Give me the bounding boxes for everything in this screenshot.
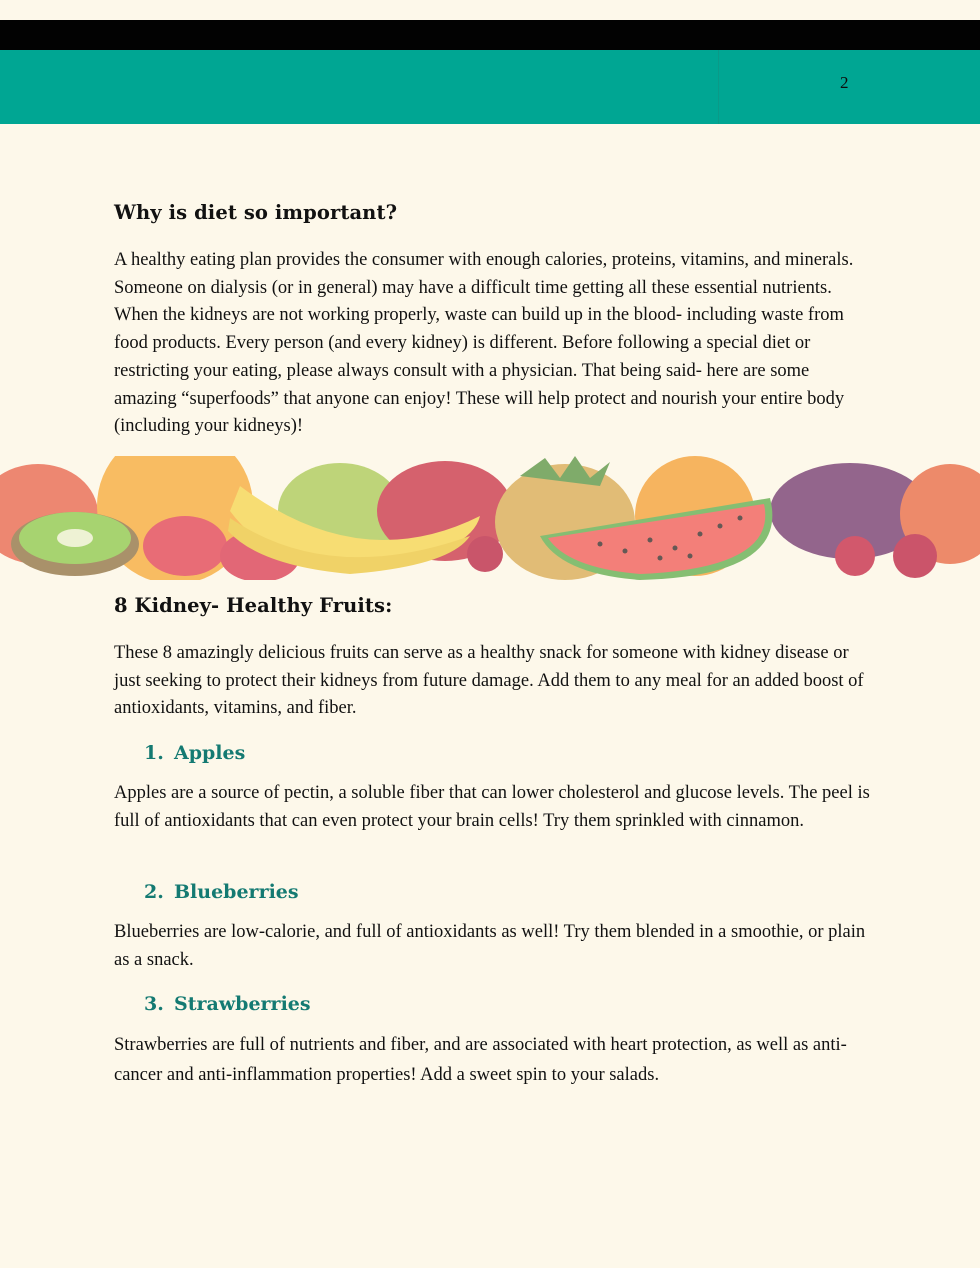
section-title-fruits: 8 Kidney- Healthy Fruits: (114, 594, 393, 617)
fruit-paragraph-blueberries: Blueberries are low-calorie, and full of antioxidants as well! Try them blended in a smoothie, or plain as a snack. (114, 922, 866, 970)
diet-paragraph: A healthy eating plan provides the consumer with enough calories, proteins, vitamins, and minerals. Someone on dialysis (or in general) may have a difficult time getting all these essential nutrients. When the kidneys are not working properly, waste can build up in the blood- including waste from food products. Every person (and every kidney) is different. Before following a special diet or restricting your eating, please always consult with a physician. That being said- here are some amazing “superfoods” that anyone can enjoy! These will help protect and nourish your entire body (including your kidneys)! (114, 250, 854, 437)
fruit-name: Blueberries (174, 881, 299, 903)
fruit-heading-apples (144, 742, 245, 764)
header-band (0, 50, 980, 124)
fruit-name: Strawberries (174, 993, 311, 1015)
list-number: 1. (144, 742, 164, 764)
section-title-diet: Why is diet so important? (114, 201, 398, 224)
cherry-shape (835, 536, 875, 576)
fruit-paragraph-apples: Apples are a source of pectin, a soluble fiber that can lower cholesterol and glucose levels. The peel is full of antioxidants that can even protect your brain cells! Try them sprinkled with cinnamon. (114, 783, 870, 831)
fruit-heading-blueberries (144, 881, 299, 903)
list-number: 2. (144, 881, 164, 903)
strawberry-shape (143, 516, 227, 576)
fruits-intro-paragraph: These 8 amazingly delicious fruits can serve as a healthy snack for someone with kidney disease or just seeking to protect their kidneys from future damage. Add them to any meal for an added boost of antioxidants, vitamins, and fiber. (114, 643, 864, 719)
list-number: 3. (144, 993, 164, 1015)
fruit-name: Apples (174, 742, 246, 764)
page-number: 2 (840, 73, 849, 92)
top-black-bar (0, 20, 980, 50)
fruit-banner-image (0, 456, 980, 580)
header-divider (718, 50, 719, 124)
fruit-heading-strawberries (144, 993, 311, 1015)
fruit-paragraph-strawberries: Strawberries are full of nutrients and fiber, and are associated with heart protection, as well as anti-cancer and anti-inflammation properties! Add a sweet spin to your salads. (114, 1035, 847, 1085)
